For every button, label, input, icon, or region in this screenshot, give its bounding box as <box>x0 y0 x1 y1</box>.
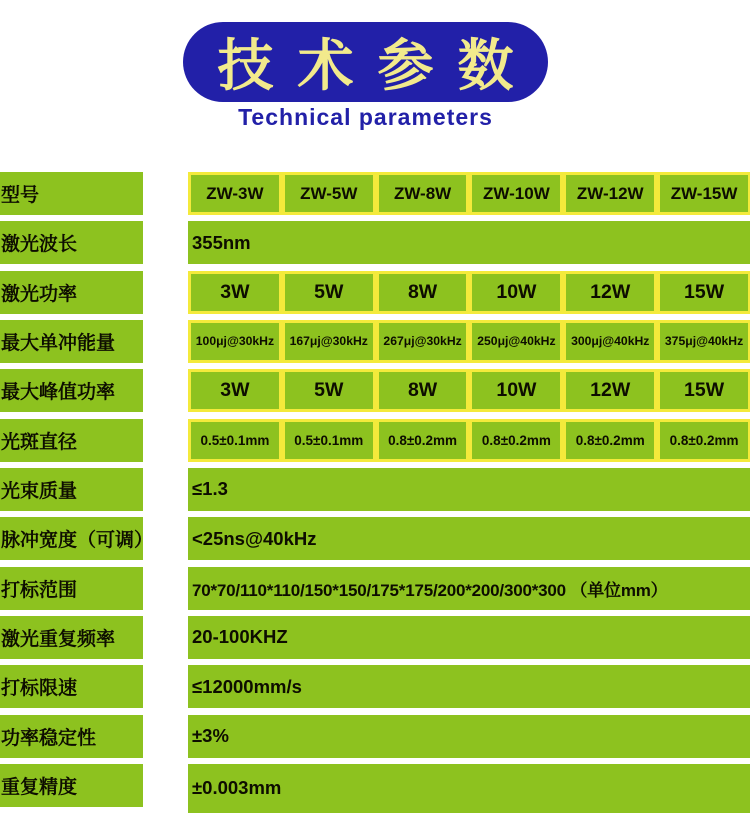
spec-row <box>0 616 750 659</box>
spec-row <box>0 468 750 511</box>
value-cell: 3W <box>191 372 279 409</box>
value-cell: 300μj@40kHz <box>566 323 654 360</box>
row-value: 70*70/110*110/150*150/175*175/200*200/300*300 （单位mm） <box>188 567 750 610</box>
value-cell: 0.5±0.1mm <box>191 422 279 459</box>
row-label: 重复精度 <box>0 764 143 807</box>
value-cell: 0.8±0.2mm <box>379 422 467 459</box>
value-cell: 0.8±0.2mm <box>472 422 560 459</box>
value-cell: 10W <box>472 274 560 311</box>
row-label: 功率稳定性 <box>0 715 143 758</box>
spec-row <box>0 320 750 363</box>
row-value: <25ns@40kHz <box>188 517 750 560</box>
spec-row <box>0 369 750 412</box>
row-label: 打标范围 <box>0 567 143 610</box>
row-label: 最大峰值功率 <box>0 369 143 412</box>
row-value-cells <box>188 172 750 215</box>
value-cell: ZW-5W <box>285 175 373 212</box>
row-label: 最大单冲能量 <box>0 320 143 363</box>
spec-row <box>0 271 750 314</box>
row-label: 光斑直径 <box>0 419 143 462</box>
row-value: ≤1.3 <box>188 468 750 511</box>
value-cell: 8W <box>379 274 467 311</box>
title-banner <box>183 22 548 102</box>
spec-row <box>0 764 750 807</box>
value-cell: ZW-12W <box>566 175 654 212</box>
value-cell: 15W <box>660 372 748 409</box>
spec-row <box>0 517 750 560</box>
row-value-cells <box>188 320 750 363</box>
row-value: ±3% <box>188 715 750 758</box>
row-value-cells <box>188 271 750 314</box>
value-cell: 15W <box>660 274 748 311</box>
row-label: 光束质量 <box>0 468 143 511</box>
row-value: ±0.003mm <box>188 764 750 813</box>
row-label: 型号 <box>0 172 143 215</box>
value-cell: 8W <box>379 372 467 409</box>
page-title: 技术参数 <box>217 34 538 97</box>
row-value: 355nm <box>188 221 750 264</box>
value-cell: 250μj@40kHz <box>472 323 560 360</box>
value-cell: 0.8±0.2mm <box>566 422 654 459</box>
value-cell: 375μj@40kHz <box>660 323 748 360</box>
value-cell: 10W <box>472 372 560 409</box>
value-cell: ZW-3W <box>191 175 279 212</box>
row-label: 激光重复频率 <box>0 616 143 659</box>
value-cell: 100μj@30kHz <box>191 323 279 360</box>
row-value: ≤12000mm/s <box>188 665 750 708</box>
spec-row <box>0 665 750 708</box>
row-label: 激光波长 <box>0 221 143 264</box>
spec-row <box>0 419 750 462</box>
value-cell: 167μj@30kHz <box>285 323 373 360</box>
row-value: 20-100KHZ <box>188 616 750 659</box>
page-subtitle: Technical parameters <box>238 104 493 130</box>
row-value-cells <box>188 369 750 412</box>
row-label: 激光功率 <box>0 271 143 314</box>
spec-row <box>0 221 750 264</box>
value-cell: 0.5±0.1mm <box>285 422 373 459</box>
value-cell: 5W <box>285 274 373 311</box>
row-label: 脉冲宽度（可调） <box>0 517 143 560</box>
value-cell: ZW-10W <box>472 175 560 212</box>
spec-row <box>0 567 750 610</box>
value-cell: 0.8±0.2mm <box>660 422 748 459</box>
spec-row <box>0 172 750 215</box>
value-cell: ZW-8W <box>379 175 467 212</box>
spec-table <box>0 172 750 813</box>
value-cell: 267μj@30kHz <box>379 323 467 360</box>
value-cell: ZW-15W <box>660 175 748 212</box>
row-value-cells <box>188 419 750 462</box>
value-cell: 12W <box>566 372 654 409</box>
row-label: 打标限速 <box>0 665 143 708</box>
value-cell: 12W <box>566 274 654 311</box>
value-cell: 5W <box>285 372 373 409</box>
value-cell: 3W <box>191 274 279 311</box>
spec-row <box>0 715 750 758</box>
